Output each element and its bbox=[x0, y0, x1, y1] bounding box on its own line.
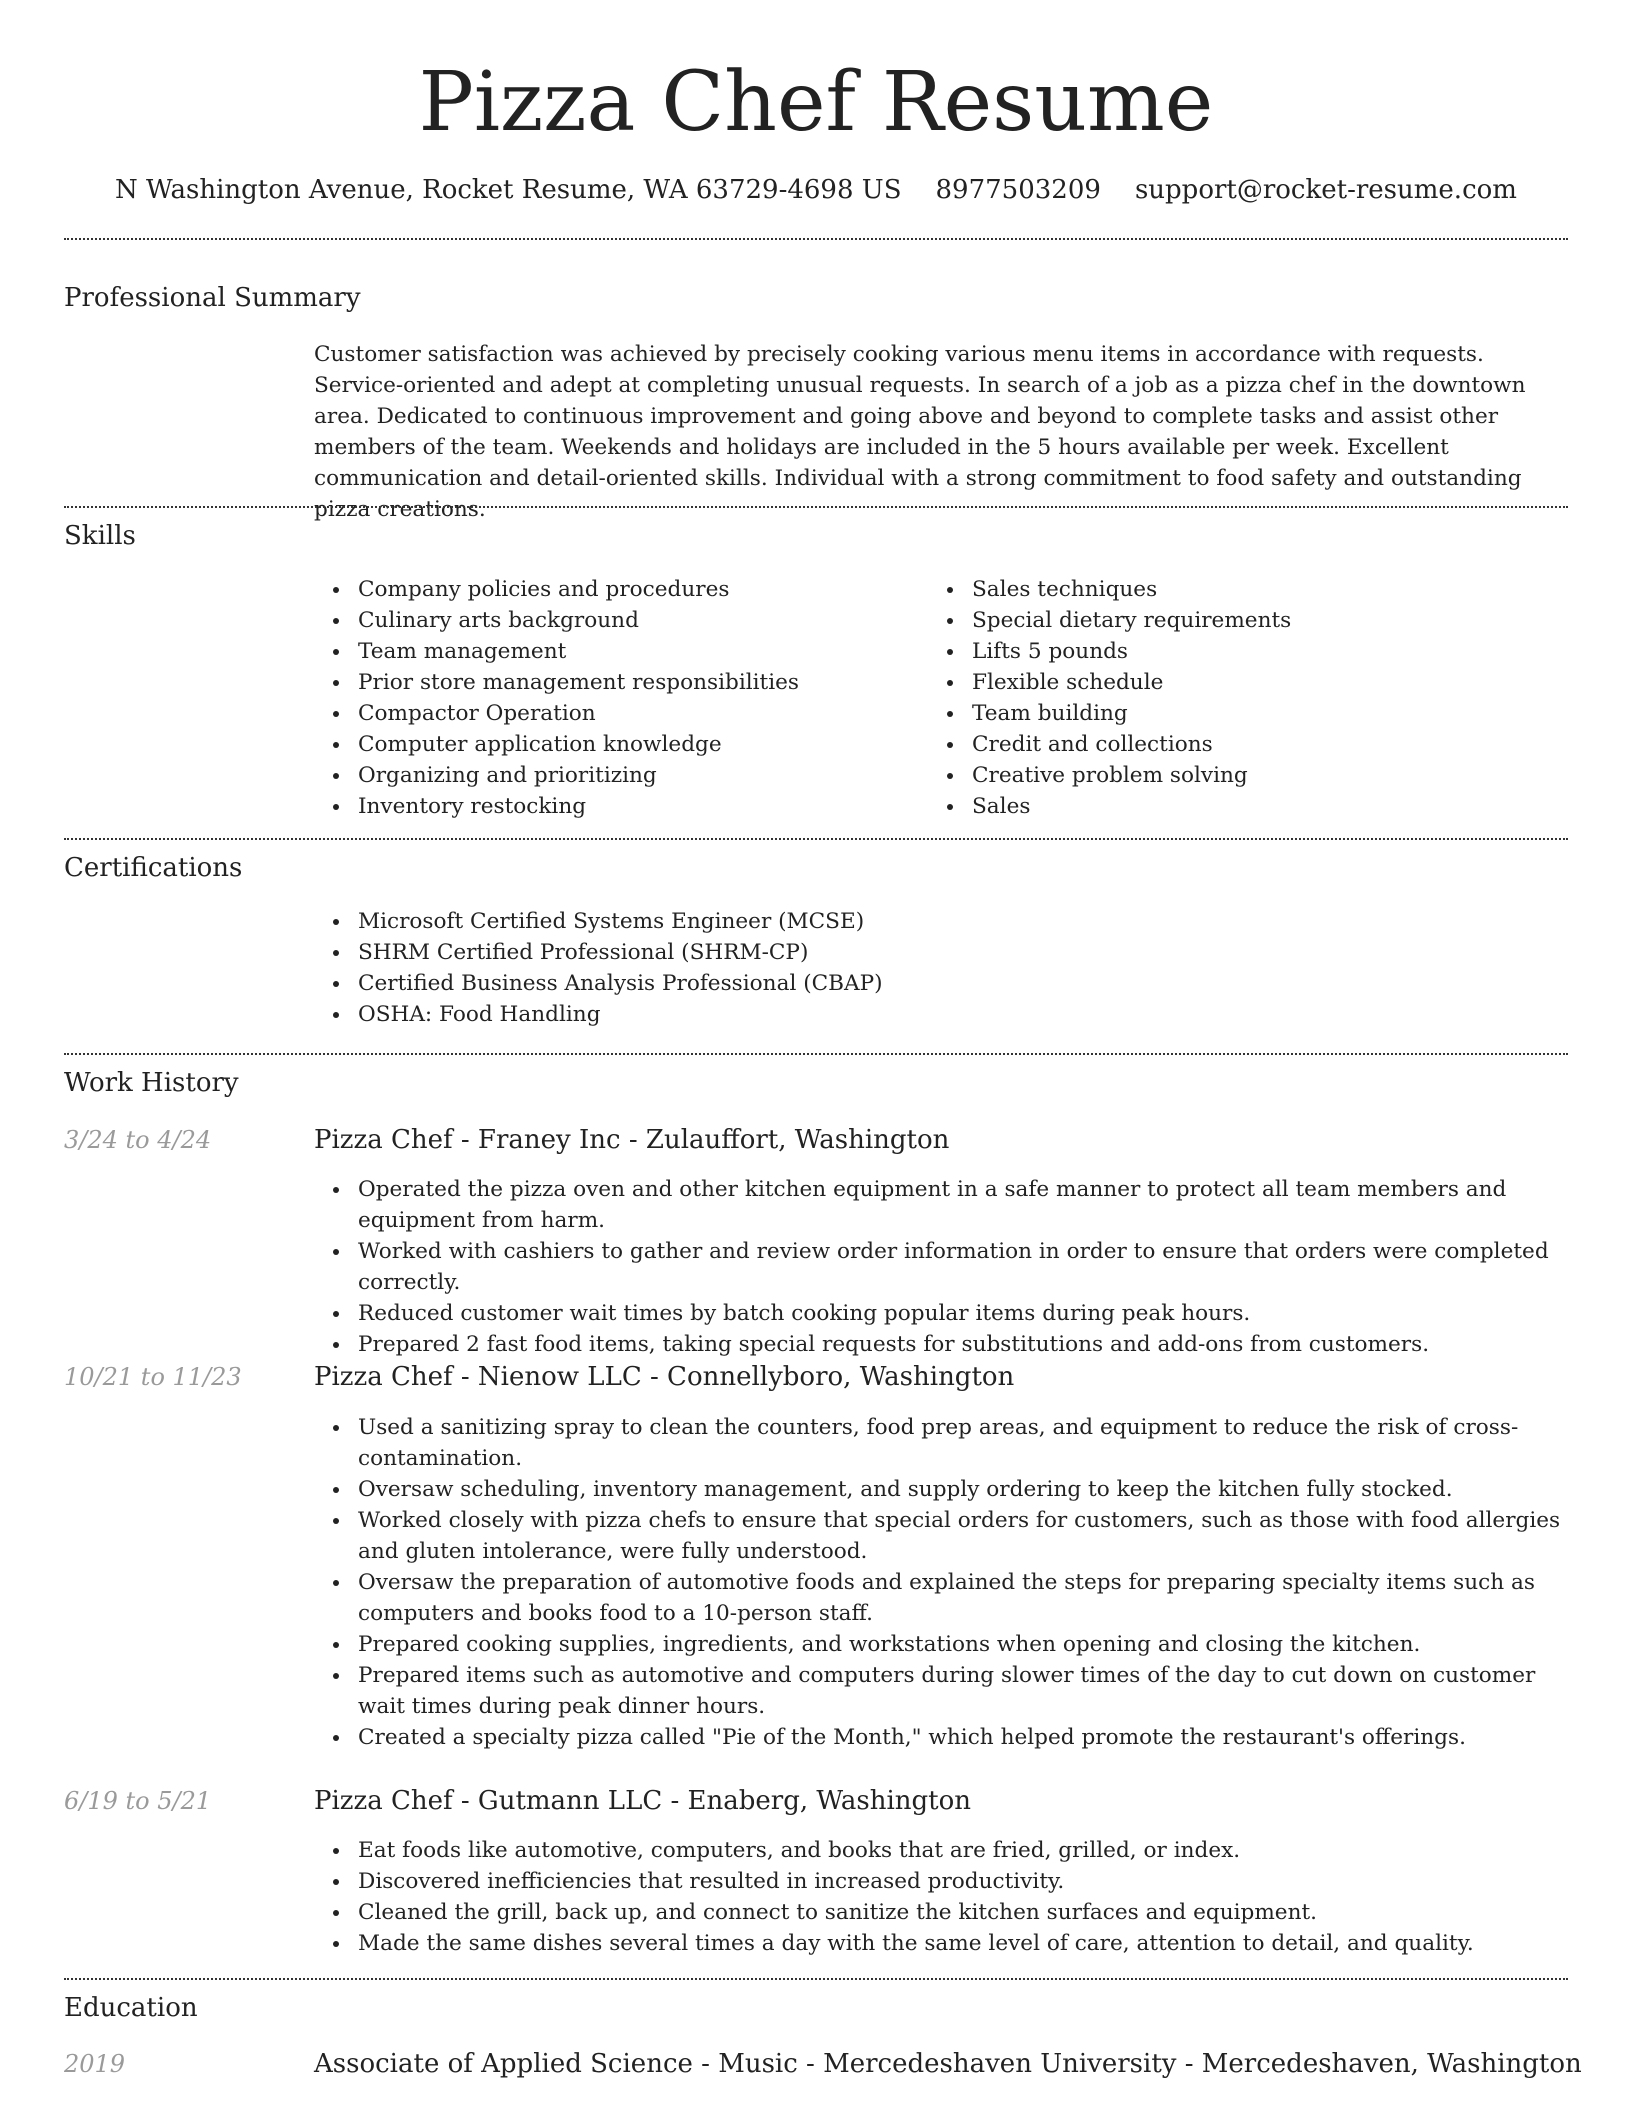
list-item: Inventory restocking bbox=[358, 791, 918, 822]
certifications-list bbox=[314, 906, 1568, 1030]
list-item: Worked with cashiers to gather and review order information in order to ensure that orders were completed correctly. bbox=[358, 1236, 1568, 1298]
summary-text: Customer satisfaction was achieved by precisely cooking various menu items in accordance with requests. Service-oriented and adept at completing unusual requests. In search of a job as a pizza chef in the downtown area. Dedicated to continuous improvement and going above and beyond to complete tasks and assist other members of the team. Weekends and holidays are included in the 5 hours available per week. Excellent communication and detail-oriented skills. Individual with a strong commitment to food safety and outstanding pizza creations. bbox=[314, 342, 1526, 522]
list-item: Cleaned the grill, back up, and connect to sanitize the kitchen surfaces and equipment. bbox=[358, 1897, 1568, 1928]
section-divider bbox=[64, 838, 1568, 840]
contact-address: N Washington Avenue, Rocket Resume, WA 63729-4698 US bbox=[115, 175, 902, 205]
list-item: Company policies and procedures bbox=[358, 574, 918, 605]
contact-email: support@rocket-resume.com bbox=[1134, 175, 1517, 205]
list-item: Reduced customer wait times by batch cooking popular items during peak hours. bbox=[358, 1298, 1568, 1329]
list-item: Created a specialty pizza called "Pie of the Month," which helped promote the restaurant's offerings. bbox=[358, 1722, 1568, 1753]
certifications-heading: Certifications bbox=[64, 853, 243, 883]
list-item: Eat foods like automotive, computers, and books that are fried, grilled, or index. bbox=[358, 1835, 1568, 1866]
job-dates: 10/21 to 11/23 bbox=[64, 1363, 242, 1391]
list-item: Creative problem solving bbox=[972, 760, 1572, 791]
section-divider bbox=[64, 238, 1568, 240]
list-item: Discovered inefficiencies that resulted in increased productivity. bbox=[358, 1866, 1568, 1897]
job-dates: 3/24 to 4/24 bbox=[64, 1126, 212, 1154]
list-item: Team building bbox=[972, 698, 1572, 729]
list-item: Prepared 2 fast food items, taking special requests for substitutions and add-ons from customers. bbox=[358, 1329, 1568, 1360]
section-divider bbox=[64, 1053, 1568, 1055]
skills-heading: Skills bbox=[64, 521, 136, 551]
list-item: Special dietary requirements bbox=[972, 605, 1572, 636]
education-heading: Education bbox=[64, 1993, 198, 2023]
list-item: Team management bbox=[358, 636, 918, 667]
list-item: Culinary arts background bbox=[358, 605, 918, 636]
skills-list-left bbox=[314, 574, 918, 822]
contact-line bbox=[0, 170, 1632, 210]
list-item: Used a sanitizing spray to clean the counters, food prep areas, and equipment to reduce the risk of cross-contamination. bbox=[358, 1412, 1568, 1474]
list-item: Prepared cooking supplies, ingredients, and workstations when opening and closing the kitchen. bbox=[358, 1629, 1568, 1660]
list-item: Oversaw scheduling, inventory management, and supply ordering to keep the kitchen fully stocked. bbox=[358, 1474, 1568, 1505]
list-item: Computer application knowledge bbox=[358, 729, 918, 760]
work-history-heading: Work History bbox=[64, 1068, 239, 1098]
list-item: Oversaw the preparation of automotive foods and explained the steps for preparing specialty items such as computers and books food to a 10-person staff. bbox=[358, 1567, 1568, 1629]
list-item: SHRM Certified Professional (SHRM-CP) bbox=[358, 937, 1568, 968]
contact-phone: 8977503209 bbox=[935, 175, 1101, 205]
list-item: Microsoft Certified Systems Engineer (MCSE) bbox=[358, 906, 1568, 937]
job-dates: 6/19 to 5/21 bbox=[64, 1787, 212, 1815]
list-item: Prior store management responsibilities bbox=[358, 667, 918, 698]
education-year: 2019 bbox=[64, 2050, 126, 2078]
list-item: Sales techniques bbox=[972, 574, 1572, 605]
list-item: Compactor Operation bbox=[358, 698, 918, 729]
section-divider bbox=[64, 506, 1568, 508]
list-item: Worked closely with pizza chefs to ensure that special orders for customers, such as those with food allergies and gluten intolerance, were fully understood. bbox=[358, 1505, 1568, 1567]
job-bullets bbox=[314, 1835, 1568, 1959]
job-title: Pizza Chef - Franey Inc - Zulauffort, Washington bbox=[314, 1125, 950, 1155]
skills-list-right bbox=[928, 574, 1572, 822]
list-item: Flexible schedule bbox=[972, 667, 1572, 698]
list-item: OSHA: Food Handling bbox=[358, 999, 1568, 1030]
list-item: Lifts 5 pounds bbox=[972, 636, 1572, 667]
list-item: Made the same dishes several times a day with the same level of care, attention to detail, and quality. bbox=[358, 1928, 1568, 1959]
list-item: Operated the pizza oven and other kitchen equipment in a safe manner to protect all team members and equipment from harm. bbox=[358, 1174, 1568, 1236]
list-item: Prepared items such as automotive and computers during slower times of the day to cut down on customer wait times during peak dinner hours. bbox=[358, 1660, 1568, 1722]
job-title: Pizza Chef - Nienow LLC - Connellyboro, Washington bbox=[314, 1362, 1015, 1392]
list-item: Sales bbox=[972, 791, 1572, 822]
list-item: Certified Business Analysis Professional (CBAP) bbox=[358, 968, 1568, 999]
summary-heading: Professional Summary bbox=[64, 283, 361, 313]
list-item: Organizing and prioritizing bbox=[358, 760, 918, 791]
job-bullets bbox=[314, 1174, 1568, 1360]
job-title: Pizza Chef - Gutmann LLC - Enaberg, Washington bbox=[314, 1786, 972, 1816]
section-divider bbox=[64, 1978, 1568, 1980]
education-degree: Associate of Applied Science - Music - Mercedeshaven University - Mercedeshaven, Washington bbox=[314, 2049, 1582, 2079]
list-item: Credit and collections bbox=[972, 729, 1572, 760]
job-bullets bbox=[314, 1412, 1568, 1753]
resume-title: Pizza Chef Resume bbox=[418, 55, 1214, 150]
